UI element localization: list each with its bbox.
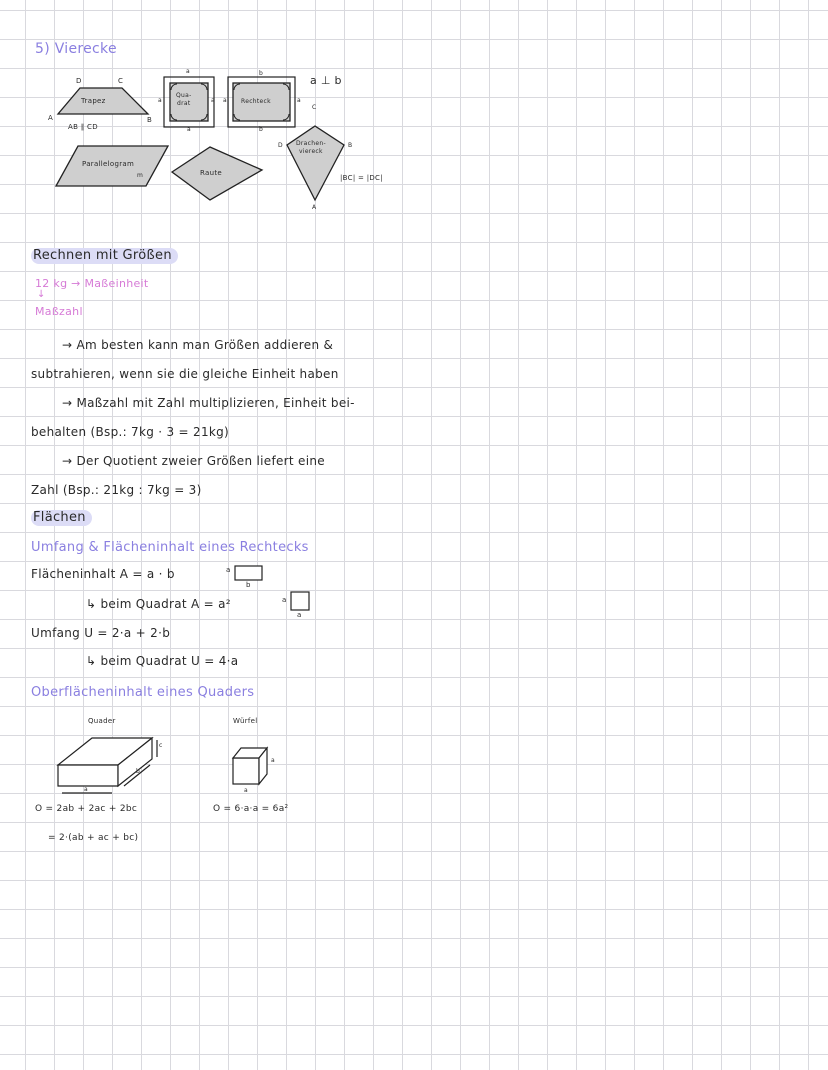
rechnen-line-5: → Der Quotient zweier Größen liefert eine bbox=[62, 454, 325, 468]
rechnen-line-4: behalten (Bsp.: 7kg · 3 = 21kg) bbox=[31, 425, 230, 439]
rect-side-a: a bbox=[226, 566, 231, 574]
wuerfel-formula: O = 6·a·a = 6a² bbox=[213, 804, 289, 814]
rechteck-side-left: a bbox=[223, 97, 227, 104]
kite-label-1: Drachen- bbox=[296, 140, 326, 147]
kite-point-a: A bbox=[312, 204, 317, 211]
rechnen-arrow: ↓ bbox=[37, 289, 46, 300]
trapez-point-a: A bbox=[48, 114, 54, 122]
sq-side-a-left: a bbox=[282, 596, 287, 604]
raute-label: Raute bbox=[200, 169, 222, 177]
quadrat-side-left: a bbox=[158, 97, 162, 104]
quader-side-c: c bbox=[159, 742, 163, 749]
trapez-point-b: B bbox=[147, 116, 153, 124]
trapez-label: Trapez bbox=[81, 97, 106, 105]
wuerfel-label: Würfel bbox=[233, 717, 258, 725]
quader-side-b: b bbox=[136, 768, 141, 775]
wuerfel-side-a-bottom: a bbox=[244, 787, 248, 794]
quadrat-side-right: a bbox=[211, 97, 215, 104]
rechnen-example: 12 kg → Maßeinheit bbox=[35, 277, 149, 290]
rechnen-heading: Rechnen mit Größen bbox=[31, 248, 178, 264]
quadrat-side-top: a bbox=[186, 68, 190, 75]
trapez-note: AB ∥ CD bbox=[68, 123, 98, 131]
rechteck-label: Rechteck bbox=[241, 98, 271, 105]
rechteck-side-top: b bbox=[259, 70, 264, 77]
parallelogram-label: Parallelogram bbox=[82, 160, 135, 168]
cuboid-drawing bbox=[58, 738, 157, 793]
quadrat-side-bottom: a bbox=[187, 126, 191, 133]
perimeter-square-formula: ↳ beim Quadrat U = 4·a bbox=[86, 654, 239, 668]
kite-point-d: D bbox=[278, 142, 283, 149]
quader-side-a: a bbox=[84, 786, 88, 793]
area-formula: Flächeninhalt A = a · b bbox=[31, 567, 175, 581]
rect-side-b: b bbox=[246, 581, 251, 589]
rechnen-line-1: → Am besten kann man Größen addieren & bbox=[62, 338, 334, 352]
section-title: 5) Vierecke bbox=[35, 41, 117, 57]
kite-point-c: C bbox=[312, 104, 317, 111]
kite-label-2: viereck bbox=[299, 148, 323, 155]
flaechen-heading: Flächen bbox=[31, 510, 92, 526]
trapez-point-c: C bbox=[118, 77, 124, 85]
parallelogram-mark: m bbox=[137, 172, 144, 179]
formula-square bbox=[291, 592, 309, 610]
formula-rectangle bbox=[235, 566, 262, 580]
wuerfel-side-a-right: a bbox=[271, 757, 275, 764]
trapez-point-d: D bbox=[76, 77, 82, 85]
area-square-formula: ↳ beim Quadrat A = a² bbox=[86, 597, 231, 611]
flaechen-sub1: Umfang & Flächeninhalt eines Rechtecks bbox=[31, 540, 309, 555]
perimeter-formula: Umfang U = 2·a + 2·b bbox=[31, 626, 171, 640]
rechnen-line-2: subtrahieren, wenn sie die gleiche Einheit haben bbox=[31, 367, 339, 381]
sq-side-a-bottom: a bbox=[297, 611, 302, 619]
kite-perp-note: a ⊥ b bbox=[310, 74, 342, 87]
rechnen-masszahl: Maßzahl bbox=[35, 305, 83, 318]
quadrat-label-1: Qua- bbox=[176, 92, 192, 99]
quadrat-label-2: drat bbox=[177, 100, 191, 107]
rechnen-line-3: → Maßzahl mit Zahl multiplizieren, Einheit bei- bbox=[62, 396, 355, 410]
flaechen-sub2: Oberflächeninhalt eines Quaders bbox=[31, 685, 255, 700]
quader-formula-1: O = 2ab + 2ac + 2bc bbox=[35, 804, 138, 814]
rechteck-side-right: a bbox=[297, 97, 301, 104]
kite-point-b: B bbox=[348, 142, 353, 149]
rechteck-side-bottom: b bbox=[259, 126, 264, 133]
cube-drawing bbox=[233, 748, 267, 784]
rechnen-line-6: Zahl (Bsp.: 21kg : 7kg = 3) bbox=[31, 483, 202, 497]
kite-shape bbox=[287, 126, 344, 200]
quader-formula-2: = 2·(ab + ac + bc) bbox=[48, 833, 139, 843]
kite-eq-note: |BC| = |DC| bbox=[340, 174, 383, 182]
quader-label: Quader bbox=[88, 717, 116, 725]
